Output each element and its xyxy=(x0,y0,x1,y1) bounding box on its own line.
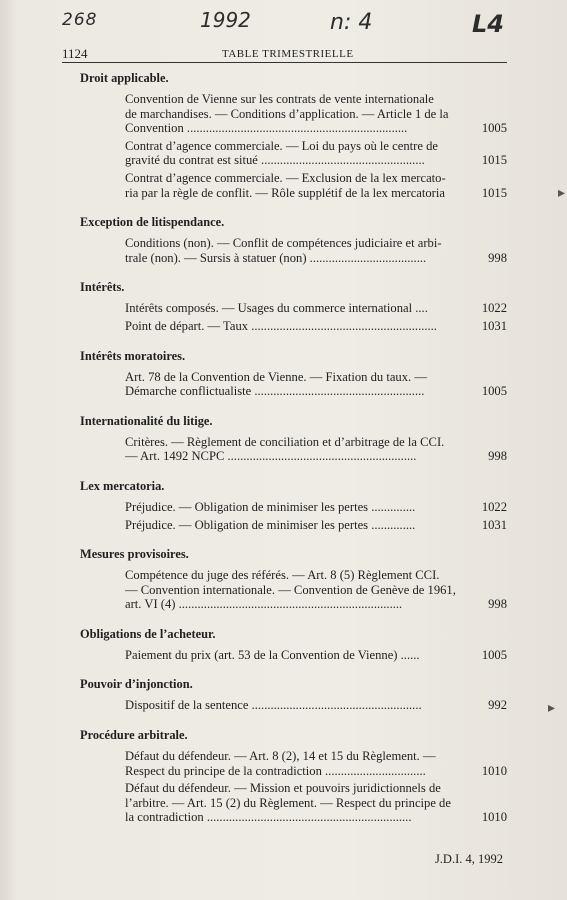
index-entry xyxy=(125,139,507,168)
section-heading: Internationalité du litige. xyxy=(80,413,213,428)
entry-line: Art. 78 de la Convention de Vienne. — Fixation du taux. — xyxy=(125,369,427,384)
entry-text xyxy=(125,319,507,334)
entry-line: Paiement du prix (art. 53 de la Convention de Vienne) ...... xyxy=(125,647,420,662)
margin-mark: ▸ xyxy=(548,700,556,716)
entry-text xyxy=(125,698,507,713)
entry-line: Préjudice. — Obligation de minimiser les pertes .............. xyxy=(125,499,416,514)
entry-text xyxy=(125,171,507,200)
handwritten-issue: n: 4 xyxy=(330,10,373,35)
section-heading: Intérêts moratoires. xyxy=(80,348,186,363)
entry-line: Intérêts composés. — Usages du commerce international .... xyxy=(125,301,428,316)
index-section xyxy=(62,478,507,532)
index-section xyxy=(62,214,507,265)
running-title: TABLE TRIMESTRIELLE xyxy=(222,48,354,60)
handwritten-note-right: L4 xyxy=(472,10,504,38)
page-reference: 998 xyxy=(488,250,507,265)
page-reference: 998 xyxy=(488,449,507,464)
entry-text xyxy=(125,500,507,515)
entry-line: Compétence du juge des référés. — Art. 8 (5) Règlement CCI. xyxy=(125,568,440,583)
section-heading: Exception de litispendance. xyxy=(80,215,225,230)
page-reference: 1005 xyxy=(481,384,507,399)
entry-line: Démarche conflictualiste ...................................................... xyxy=(125,384,425,399)
entry-text xyxy=(125,781,507,825)
index-entry xyxy=(125,698,507,713)
entry-text xyxy=(125,518,507,533)
entry-text xyxy=(125,568,507,612)
entry-text xyxy=(125,236,507,265)
entry-line: — Convention internationale. — Convention de Genève de 1961, xyxy=(125,582,456,597)
index-entry xyxy=(125,92,507,136)
index-section xyxy=(62,727,507,825)
section-heading: Intérêts. xyxy=(80,280,125,295)
index-section xyxy=(62,70,507,200)
entry-line: gravité du contrat est situé .................................................... xyxy=(125,153,425,168)
page-reference: 1022 xyxy=(481,301,507,316)
page-reference: 1005 xyxy=(481,647,507,662)
entry-text xyxy=(125,301,507,316)
page-reference: 1031 xyxy=(481,517,507,532)
entry-text xyxy=(125,749,507,778)
index-section xyxy=(62,676,507,713)
page-reference: 1015 xyxy=(481,153,507,168)
index-entry xyxy=(125,648,507,663)
index-section xyxy=(62,413,507,464)
index-entry xyxy=(125,319,507,334)
section-heading: Obligations de l’acheteur. xyxy=(80,626,216,641)
index-entry xyxy=(125,500,507,515)
entry-line: trale (non). — Sursis à statuer (non) ..................................... xyxy=(125,250,427,265)
page-number: 1124 xyxy=(62,46,88,61)
page-reference: 1010 xyxy=(481,810,507,825)
entry-line: Respect du principe de la contradiction ................................ xyxy=(125,763,426,778)
index-entry xyxy=(125,370,507,399)
index-section xyxy=(62,348,507,399)
entry-line: ria par la règle de conflit. — Rôle supplétif de la lex mercatoria xyxy=(125,185,445,200)
page-reference: 1005 xyxy=(481,121,507,136)
index-entry xyxy=(125,236,507,265)
entry-line: Convention de Vienne sur les contrats de vente internationale xyxy=(125,92,434,106)
entry-line: Conditions (non). — Conflit de compétences judiciaire et arbi- xyxy=(125,236,442,251)
entry-line: Convention ...................................................................... xyxy=(125,121,408,136)
entry-line: art. VI (4) ....................................................................... xyxy=(125,597,403,612)
index-entry xyxy=(125,435,507,464)
entry-line: — Art. 1492 NCPC ............................................................ xyxy=(125,449,417,464)
handwritten-note-left: 268 xyxy=(62,10,98,30)
index-section xyxy=(62,626,507,663)
page-reference: 1010 xyxy=(481,763,507,778)
entry-line: Défaut du défendeur. — Art. 8 (2), 14 et 15 du Règlement. — xyxy=(125,749,436,764)
entry-text xyxy=(125,92,507,136)
entry-line: Critères. — Règlement de conciliation et d’arbitrage de la CCI. xyxy=(125,434,445,449)
entry-line: Défaut du défendeur. — Mission et pouvoirs juridictionnels de xyxy=(125,781,441,796)
section-heading: Mesures provisoires. xyxy=(80,547,189,562)
entry-line: Préjudice. — Obligation de minimiser les pertes .............. xyxy=(125,517,416,532)
journal-citation: J.D.I. 4, 1992 xyxy=(434,852,503,866)
running-header xyxy=(62,46,507,63)
entry-text xyxy=(125,139,507,168)
margin-mark: ▸ xyxy=(558,185,566,201)
entry-line: Contrat d’agence commerciale. — Loi du pays où le centre de xyxy=(125,138,438,153)
page-reference: 1022 xyxy=(481,499,507,514)
index-entry xyxy=(125,568,507,612)
index-entry xyxy=(125,518,507,533)
index-section xyxy=(62,279,507,333)
page-reference: 992 xyxy=(488,698,507,713)
index-entry xyxy=(125,781,507,825)
entry-line: Point de départ. — Taux ........................................................... xyxy=(125,318,437,333)
section-heading: Lex mercatoria. xyxy=(80,478,165,493)
section-heading: Droit applicable. xyxy=(80,71,169,85)
entry-line: l’arbitre. — Art. 15 (2) du Règlement. — Respect du principe de xyxy=(125,795,451,810)
section-heading: Pouvoir d’injonction. xyxy=(80,677,193,692)
entry-text xyxy=(125,370,507,399)
page-reference: 1031 xyxy=(481,318,507,333)
index-section xyxy=(62,546,507,612)
entry-line: de marchandises. — Conditions d’application. — Article 1 de la xyxy=(125,106,449,121)
section-heading: Procédure arbitrale. xyxy=(80,728,188,743)
page-reference: 1015 xyxy=(481,185,507,200)
index-table xyxy=(62,70,507,839)
page-reference: 998 xyxy=(488,597,507,612)
entry-text xyxy=(125,648,507,663)
index-entry xyxy=(125,171,507,200)
handwritten-year: 1992 xyxy=(200,8,251,32)
entry-text xyxy=(125,435,507,464)
entry-line: la contradiction ................................................................. xyxy=(125,810,412,825)
index-entry xyxy=(125,749,507,778)
entry-line: Dispositif de la sentence ...................................................... xyxy=(125,698,422,713)
entry-line: Contrat d’agence commerciale. — Exclusion de la lex mercato- xyxy=(125,170,446,185)
index-entry xyxy=(125,301,507,316)
